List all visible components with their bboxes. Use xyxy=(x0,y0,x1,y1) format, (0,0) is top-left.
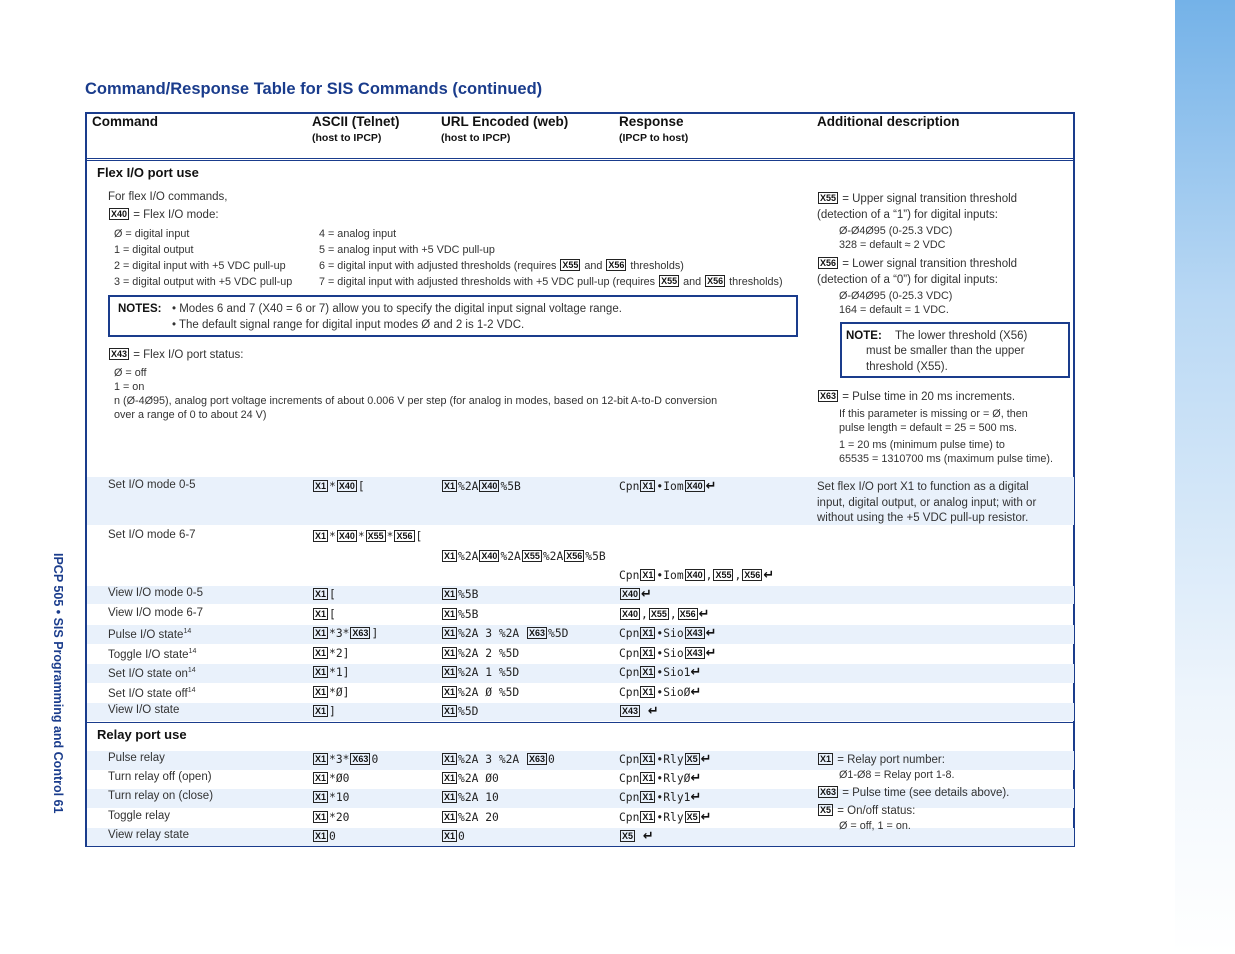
cmd-set-io-mode-6-7: Set I/O mode 6-7 xyxy=(108,529,196,541)
threshold-note-2: must be smaller than the upper xyxy=(866,345,1025,357)
header-additional: Additional description xyxy=(817,114,960,129)
flex-intro: For flex I/O commands, xyxy=(108,191,228,203)
resp-turn-relay-off: Cpn X1 •RlyØ↵ xyxy=(619,771,702,786)
x40-definition: X40 = Flex I/O mode: xyxy=(111,209,219,221)
side-label: IPCP 505 • SIS Programming and Control 61 xyxy=(51,553,65,814)
ascii-set-io-state-off: X1 *Ø] xyxy=(315,686,350,699)
note-2: • The default signal range for digital input modes Ø and 2 is 1-2 VDC. xyxy=(172,319,525,331)
desc-set-io-3: without using the +5 VDC pull-up resistor. xyxy=(817,512,1029,524)
url-view-relay-state: X1 0 xyxy=(444,830,465,843)
cmd-pulse-io-state: Pulse I/O state$^{14}$ xyxy=(108,628,192,641)
table-row xyxy=(87,625,1074,644)
ascii-turn-relay-off: X1 *Ø0 xyxy=(315,772,350,785)
cmd-turn-relay-on: Turn relay on (close) xyxy=(108,790,214,802)
url-set-io-state-on: X1 %2A 1 %5D xyxy=(444,666,520,679)
resp-set-io-mode-6-7: Cpn X1 •Iom X40 , X55 , X56 ↵ xyxy=(619,568,775,583)
url-view-io-mode-6-7: X1 %5B xyxy=(444,608,479,621)
flex-section-title: Flex I/O port use xyxy=(97,165,199,180)
cmd-toggle-relay: Toggle relay xyxy=(108,810,171,822)
ascii-pulse-io-state: X1 *3* X63 ] xyxy=(315,627,379,640)
url-turn-relay-off: X1 %2A Ø0 xyxy=(444,772,499,785)
ascii-view-io-mode-6-7: X1 [ xyxy=(315,608,336,621)
mode-3: 3 = digital output with +5 VDC pull-up xyxy=(114,276,293,288)
resp-toggle-relay: Cpn X1 •Rly X5 ↵ xyxy=(619,810,712,825)
page-edge-accent xyxy=(1175,0,1235,954)
cmd-view-io-mode-0-5: View I/O mode 0-5 xyxy=(108,587,204,599)
x55-range: Ø-Ø4Ø95 (0-25.3 VDC) xyxy=(839,225,953,237)
header-divider xyxy=(87,158,1074,159)
resp-pulse-io-state: Cpn X1 •Sio X43 ↵ xyxy=(619,626,717,641)
url-view-io-mode-0-5: X1 %5B xyxy=(444,588,479,601)
desc-set-io-2: input, digital output, or analog input; with or xyxy=(817,497,1037,509)
x56-definition: X56 = Lower signal transition threshold xyxy=(820,258,1018,270)
cmd-turn-relay-off: Turn relay off (open) xyxy=(108,771,212,783)
mode-2: 2 = digital input with +5 VDC pull-up xyxy=(114,260,286,272)
resp-toggle-io-state: Cpn X1 •Sio X43 ↵ xyxy=(619,646,717,661)
url-toggle-relay: X1 %2A 20 xyxy=(444,811,499,824)
mode-7: 7 = digital input with adjusted thresholds with +5 VDC pull-up (requires X55 and X56 thresholds) xyxy=(319,276,783,288)
desc-set-io-1: Set flex I/O port X1 to function as a digital xyxy=(817,481,1029,493)
header-response: Response xyxy=(619,114,684,129)
x55-definition-2: (detection of a “1”) for digital inputs: xyxy=(817,209,998,221)
ascii-toggle-io-state: X1 *2] xyxy=(315,647,350,660)
cmd-view-io-mode-6-7: View I/O mode 6-7 xyxy=(108,607,204,619)
x63-line-2: pulse length = default = 25 = 500 ms. xyxy=(839,422,1017,434)
ascii-view-relay-state: X1 0 xyxy=(315,830,336,843)
table-row xyxy=(87,664,1074,683)
relay-x5-definition: X5 = On/off status: xyxy=(820,805,916,817)
x55-definition: X55 = Upper signal transition threshold xyxy=(820,193,1018,205)
mode-4: 4 = analog input xyxy=(319,228,397,240)
header-ascii: ASCII (Telnet) xyxy=(312,114,400,129)
header-ascii-sub: (host to IPCP) xyxy=(312,132,382,144)
header-divider-2 xyxy=(87,160,1074,161)
cmd-view-io-state: View I/O state xyxy=(108,704,180,716)
mode-6: 6 = digital input with adjusted thresholds (requires X55 and X56 thresholds) xyxy=(319,260,684,272)
resp-set-io-state-off: Cpn X1 •SioØ↵ xyxy=(619,685,702,700)
url-toggle-io-state: X1 %2A 2 %5D xyxy=(444,647,520,660)
x56-default: 164 = default = 1 VDC. xyxy=(839,304,949,316)
notes-label: NOTES: xyxy=(118,303,162,315)
table-row xyxy=(87,828,1074,846)
status-off: Ø = off xyxy=(114,367,147,379)
x43-definition: X43 = Flex I/O port status: xyxy=(111,349,244,361)
threshold-note-3: threshold (X55). xyxy=(866,361,948,373)
relay-x1-range: Ø1-Ø8 = Relay port 1-8. xyxy=(839,769,955,781)
header-response-sub: (IPCP to host) xyxy=(619,132,689,144)
cmd-view-relay-state: View relay state xyxy=(108,829,189,841)
note-1: • Modes 6 and 7 (X40 = 6 or 7) allow you to specify the digital input signal voltage range. xyxy=(172,303,622,315)
cmd-pulse-relay: Pulse relay xyxy=(108,752,165,764)
ascii-view-io-mode-0-5: X1 [ xyxy=(315,588,336,601)
header-url-sub: (host to IPCP) xyxy=(441,132,511,144)
header-command: Command xyxy=(92,114,159,129)
ascii-turn-relay-on: X1 *10 xyxy=(315,791,350,804)
mode-5: 5 = analog input with +5 VDC pull-up xyxy=(319,244,495,256)
url-set-io-state-off: X1 %2A Ø %5D xyxy=(444,686,520,699)
ascii-set-io-state-on: X1 *1] xyxy=(315,666,350,679)
resp-pulse-relay: Cpn X1 •Rly X5 ↵ xyxy=(619,752,712,767)
url-set-io-mode-0-5: X1 %2A X40 %5B xyxy=(444,480,521,493)
cmd-set-io-state-off: Set I/O state off$^{14}$ xyxy=(108,687,196,700)
cmd-set-io-state-on: Set I/O state $on^{14}$ xyxy=(108,667,196,680)
x63-line-3: 1 = 20 ms (minimum pulse time) to xyxy=(839,439,1005,451)
cmd-set-io-mode-0-5: Set I/O mode 0-5 xyxy=(108,479,196,491)
url-turn-relay-on: X1 %2A 10 xyxy=(444,791,499,804)
resp-turn-relay-on: Cpn X1 •Rly1↵ xyxy=(619,790,702,805)
x63-definition: X63 = Pulse time in 20 ms increments. xyxy=(820,391,1016,403)
x55-default: 328 = default ≈ 2 VDC xyxy=(839,239,946,251)
url-pulse-relay: X1 %2A 3 %2A X63 0 xyxy=(444,753,555,766)
threshold-note-label: NOTE: xyxy=(846,330,882,342)
x56-range: Ø-Ø4Ø95 (0-25.3 VDC) xyxy=(839,290,953,302)
url-pulse-io-state: X1 %2A 3 %2A X63 %5D xyxy=(444,627,569,640)
mode-0: Ø = digital input xyxy=(114,228,190,240)
threshold-note-1: The lower threshold (X56) xyxy=(895,330,1028,342)
resp-view-io-mode-6-7: X40 , X55 , X56 ↵ xyxy=(622,607,710,622)
relay-x63-definition: X63 = Pulse time (see details above). xyxy=(820,787,1010,799)
analog-desc-1: n (Ø-4Ø95), analog port voltage increments of about 0.006 V per step (for analog in modes, based on 12-bit A-to-D conversion xyxy=(114,395,718,407)
relay-section-title: Relay port use xyxy=(97,727,187,742)
resp-set-io-state-on: Cpn X1 •Sio1↵ xyxy=(619,665,702,680)
resp-view-io-mode-0-5: X40 ↵ xyxy=(622,587,652,602)
cmd-toggle-io-state: Toggle I/O state$^{14}$ xyxy=(108,648,197,661)
table-row xyxy=(87,586,1074,604)
status-on: 1 = on xyxy=(114,381,145,393)
url-set-io-mode-6-7: X1 %2A X40 %2A X55 %2A X56 %5B xyxy=(444,550,606,563)
table-row xyxy=(87,703,1074,721)
header-url: URL Encoded (web) xyxy=(441,114,569,129)
ascii-pulse-relay: X1 *3* X63 0 xyxy=(315,753,379,766)
ascii-set-io-mode-6-7: X1 * X40 * X55 * X56 [ xyxy=(315,530,423,543)
ascii-toggle-relay: X1 *20 xyxy=(315,811,350,824)
section-divider xyxy=(87,722,1074,723)
mode-1: 1 = digital output xyxy=(114,244,194,256)
page-title: Command/Response Table for SIS Commands (continued) xyxy=(85,80,543,98)
relay-x5-values: Ø = off, 1 = on. xyxy=(839,820,911,832)
analog-desc-2: over a range of 0 to about 24 V) xyxy=(114,409,267,421)
ascii-view-io-state: X1 ] xyxy=(315,705,336,718)
x63-line-1: If this parameter is missing or = Ø, then xyxy=(839,408,1028,420)
x63-line-4: 65535 = 1310700 ms (maximum pulse time). xyxy=(839,453,1053,465)
relay-x1-definition: X1 = Relay port number: xyxy=(820,754,945,766)
ascii-set-io-mode-0-5: X1 * X40 [ xyxy=(315,480,365,493)
resp-set-io-mode-0-5: Cpn X1 •Iom X40 ↵ xyxy=(619,479,717,494)
resp-view-relay-state: X5 ↵ xyxy=(622,829,654,844)
url-view-io-state: X1 %5D xyxy=(444,705,479,718)
x56-definition-2: (detection of a “0”) for digital inputs: xyxy=(817,274,998,286)
resp-view-io-state: X43 ↵ xyxy=(622,704,659,719)
